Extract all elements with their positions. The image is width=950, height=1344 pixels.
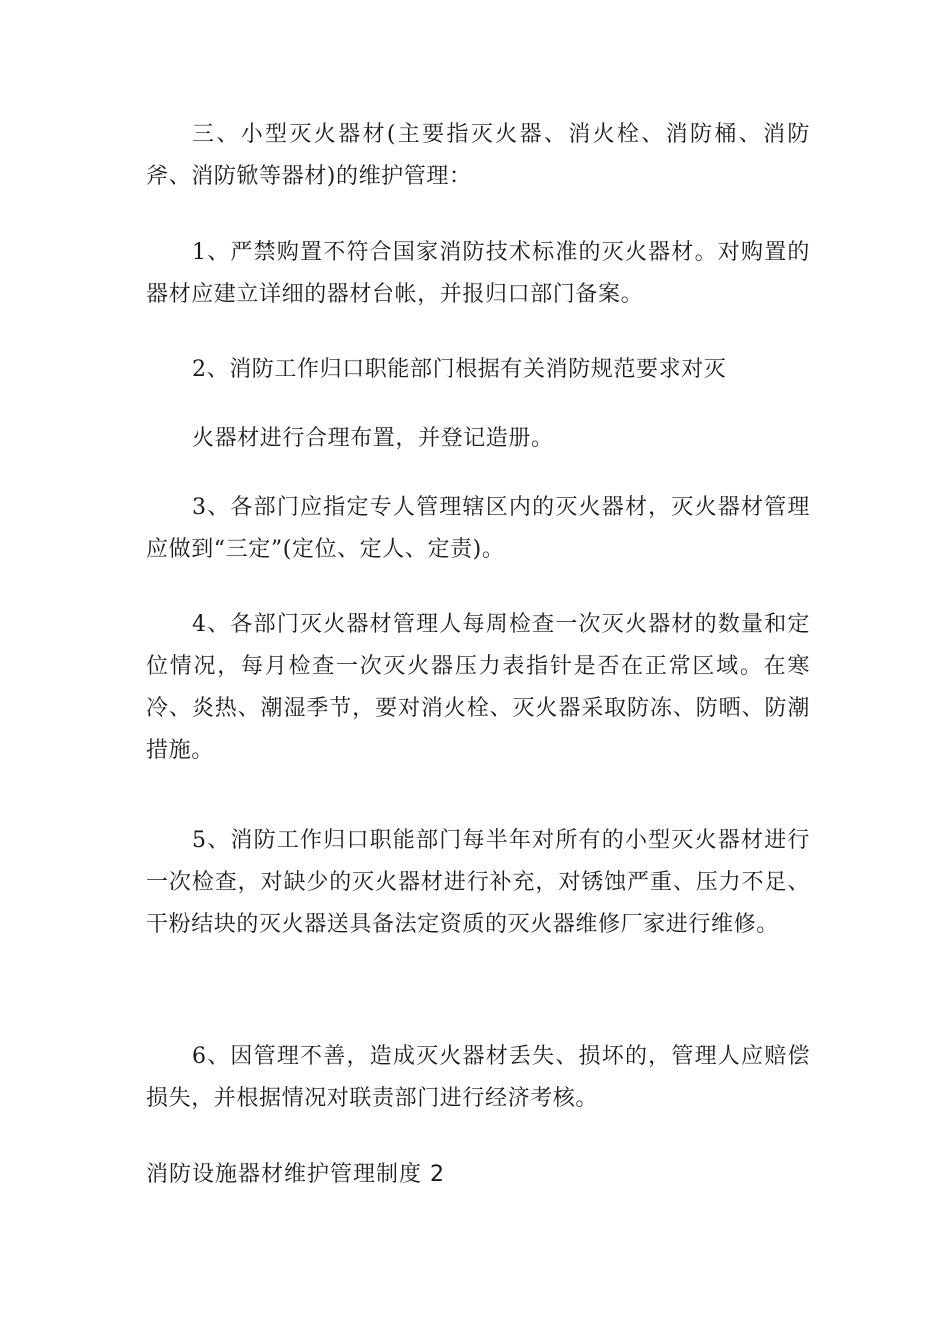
paragraph-item-2-continued: 火器材进行合理布置，并登记造册。	[192, 426, 554, 451]
paragraph-item-4: 4、各部门灭火器材管理人每周检查一次灭火器材的数量和定位情况，每月检查一次灭火器压力表指针是否在正常区域。在寒冷、炎热、潮湿季节，要对消火栓、灭火器采取防冻、防晒、防潮措施。	[146, 612, 810, 763]
paragraph-item-2: 2、消防工作归口职能部门根据有关消防规范要求对灭	[192, 357, 727, 382]
paragraph-item-3: 3、各部门应指定专人管理辖区内的灭火器材，灭火器材管理应做到“三定”(定位、定人、定责)。	[146, 495, 810, 562]
paragraph-item-6: 6、因管理不善，造成灭火器材丢失、损坏的，管理人应赔偿损失，并根据情况对联责部门进行经济考核。	[146, 1044, 810, 1111]
paragraph-item-1: 1、严禁购置不符合国家消防技术标准的灭火器材。对购置的器材应建立详细的器材台帐，并报归口部门备案。	[146, 240, 810, 307]
paragraph-item-5: 5、消防工作归口职能部门每半年对所有的小型灭火器材进行一次检查，对缺少的灭火器材进行补充，对锈蚀严重、压力不足、干粉结块的灭火器送具备法定资质的灭火器维修厂家进行维修。	[146, 828, 810, 937]
paragraph-section-three: 三、小型灭火器材(主要指灭火器、消火栓、消防桶、消防斧、消防锨等器材)的维护管理：	[146, 122, 810, 189]
section-heading: 消防设施器材维护管理制度 2	[146, 1162, 445, 1187]
